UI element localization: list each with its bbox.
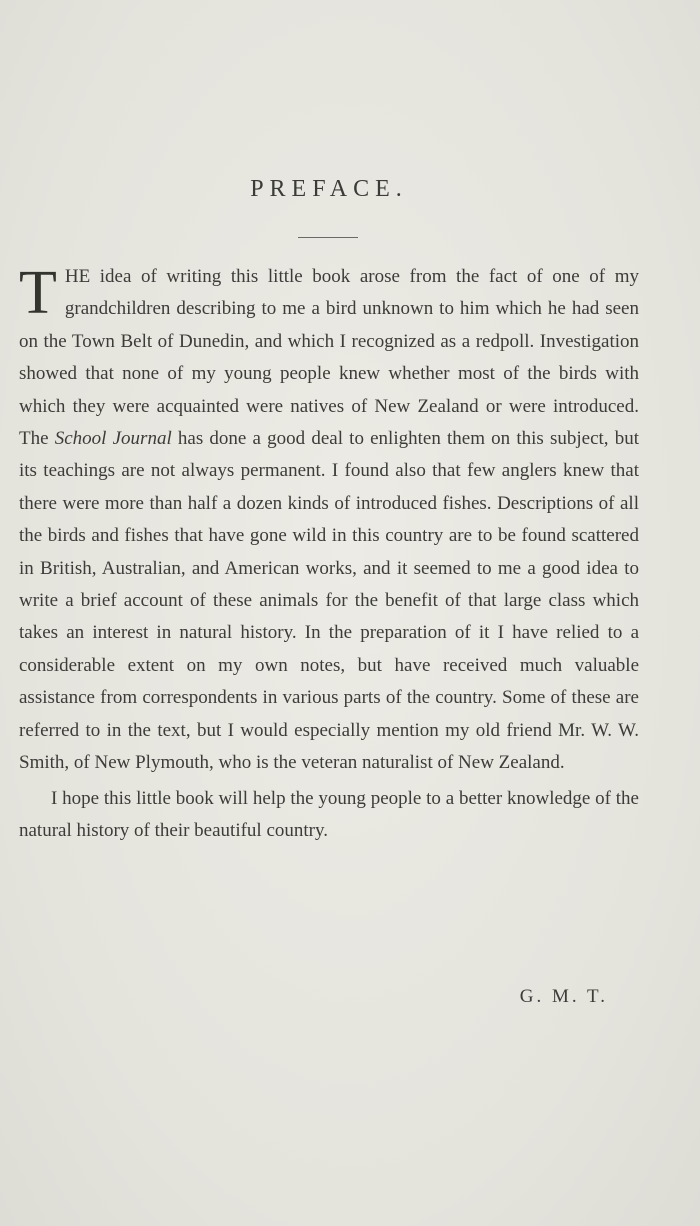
paragraph-1 (19, 261, 639, 780)
page-title: PREFACE. (250, 176, 408, 202)
drop-cap: T (19, 259, 57, 327)
title-divider (298, 237, 358, 238)
signature-initials: G. M. T. (519, 986, 608, 1007)
italic-title: School Journal (54, 428, 172, 450)
paragraph-2: I hope this little book will help the young people to a better knowledge of the natural history of their beautiful country. (19, 787, 639, 841)
preface-body (19, 261, 639, 847)
paragraph-1-lead: HE idea of writing this little book arose from the fact of one of my grandchildren describing to me a bird unknown to him which he had seen on the Town Belt of Dunedin, and which I recognized as a redpoll. Investigation showed that none of my young people knew whether most of the birds with which they were acquainted were natives of New Zealand or were introduced. The (19, 266, 639, 450)
paragraph-1-rest: has done a good deal to enlighten them on this subject, but its teachings are not always permanent. I found also that few anglers knew that there were more than half a dozen kinds of introduced fishes. Descriptions of all the birds and fishes that have gone wild in this country are to be found scattered in British, Australian, and American works, and it seemed to me a good idea to write a brief account of these animals for the benefit of that large class which takes an interest in natural history. In the preparation of it I have relied to a considerable extent on my own notes, but have received much valuable assistance from correspondents in various parts of the country. Some of these are referred to in the text, but I would especially mention my old friend Mr. W. W. Smith, of New Plymouth, who is the veteran naturalist of New Zealand. (19, 428, 640, 774)
